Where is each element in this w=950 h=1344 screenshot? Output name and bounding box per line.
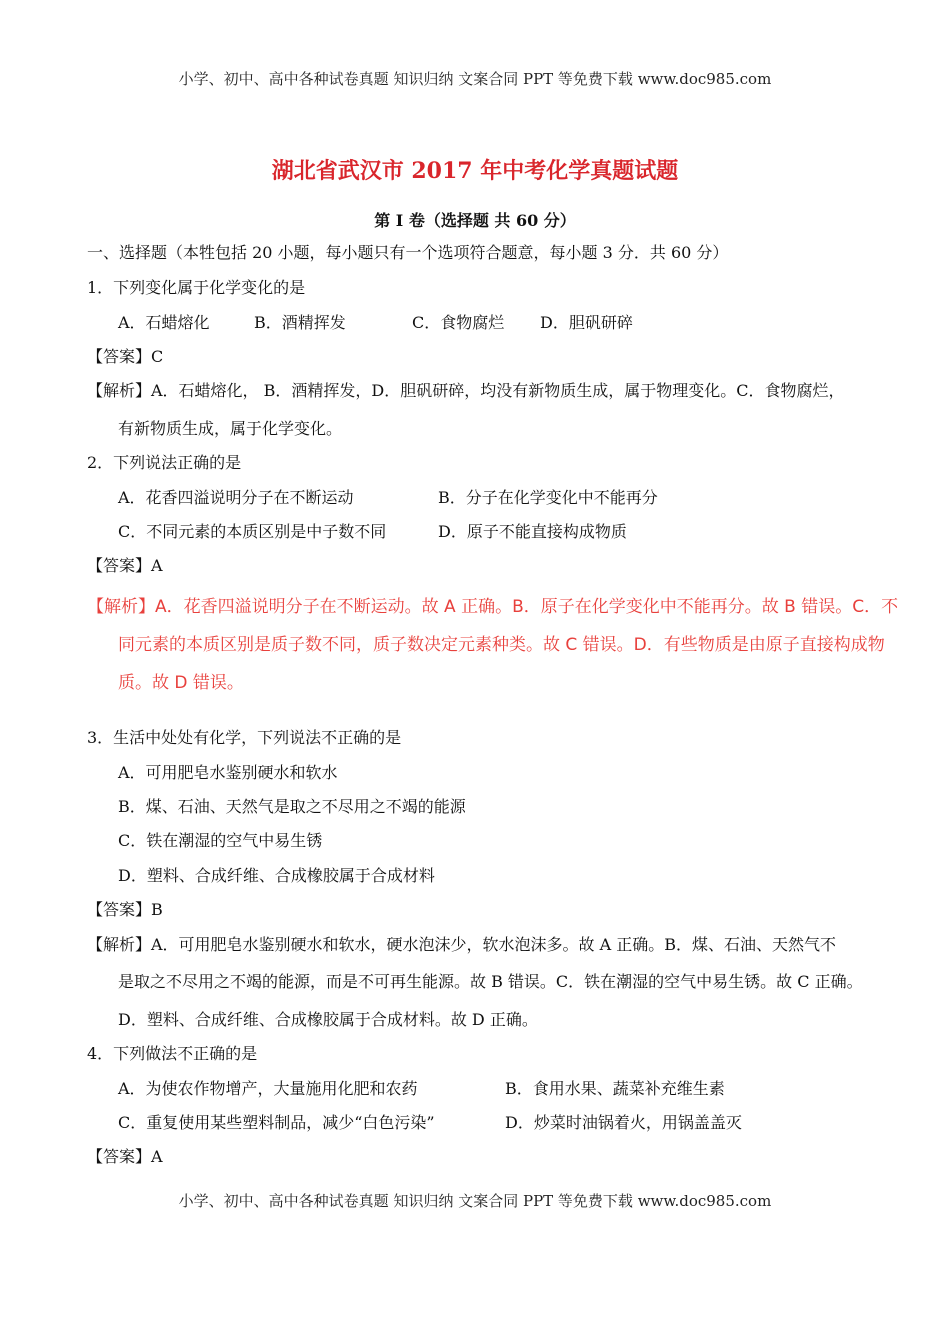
q4-option-b: B．食用水果、蔬菜补充维生素: [505, 1079, 725, 1098]
q1-answer: 【答案】C: [87, 347, 164, 366]
q4-option-d: D．炒菜时油锅着火，用锅盖盖灭: [505, 1113, 742, 1132]
q1-option-a: A．石蜡熔化: [118, 313, 210, 332]
q1-option-b: B．酒精挥发: [254, 313, 346, 332]
q1-stem: 1．下列变化属于化学变化的是: [87, 278, 306, 297]
q3-option-c: C．铁在潮湿的空气中易生锈: [118, 831, 323, 850]
q2-option-c: C．不同元素的本质区别是中子数不同: [118, 522, 387, 541]
q3-answer: 【答案】B: [87, 900, 163, 919]
q4-stem: 4．下列做法不正确的是: [87, 1044, 258, 1063]
q3-analysis-line-3: D．塑料、合成纤维、合成橡胶属于合成材料。故 D 正确。: [118, 1010, 538, 1029]
document-title: 湖北省武汉市 2017 年中考化学真题试题: [271, 158, 679, 184]
q2-answer: 【答案】A: [87, 556, 163, 575]
q2-analysis-line-1: 【解析】A．花香四溢说明分子在不断运动。故 A 正确。B．原子在化学变化中不能再分。故 B 错误。C．不: [87, 597, 899, 617]
q2-stem: 2．下列说法正确的是: [87, 453, 242, 472]
q4-answer: 【答案】A: [87, 1147, 163, 1166]
q3-option-a: A．可用肥皂水鉴别硬水和软水: [118, 763, 338, 782]
q2-option-d: D．原子不能直接构成物质: [438, 522, 627, 541]
q3-analysis-line-1: 【解析】A．可用肥皂水鉴别硬水和软水，硬水泡沫少，软水泡沫多。故 A 正确。B．煤、石油、天然气不: [87, 935, 837, 954]
section-subtitle: 第 I 卷（选择题 共 60 分）: [374, 211, 576, 230]
q2-analysis-line-3: 质。故 D 错误。: [118, 673, 244, 693]
q4-option-a: A．为使农作物增产，大量施用化肥和农药: [118, 1079, 418, 1098]
q1-analysis-line-1: 【解析】A．石蜡熔化， B．酒精挥发，D．胆矾研碎，均没有新物质生成，属于物理变化。C．食物腐烂，: [87, 381, 845, 400]
q2-option-a: A．花香四溢说明分子在不断运动: [118, 488, 354, 507]
q3-option-b: B．煤、石油、天然气是取之不尽用之不竭的能源: [118, 797, 466, 816]
q1-option-d: D．胆矾研碎: [540, 313, 633, 332]
q1-analysis-line-2: 有新物质生成，属于化学变化。: [118, 419, 343, 438]
q3-analysis-line-2: 是取之不尽用之不竭的能源，而是不可再生能源。故 B 错误。C．铁在潮湿的空气中易生锈。故 C 正确。: [118, 972, 863, 991]
q3-stem: 3．生活中处处有化学，下列说法不正确的是: [87, 728, 402, 747]
section-instructions: 一、选择题（本牲包括 20 小题，每小题只有一个选项符合题意，每小题 3 分．共 60 分）: [87, 243, 729, 262]
q2-option-b: B．分子在化学变化中不能再分: [438, 488, 658, 507]
q1-option-c: C．食物腐烂: [412, 313, 505, 332]
q2-analysis-line-2: 同元素的本质区别是质子数不同，质子数决定元素种类。故 C 错误。D．有些物质是由原子直接构成物: [118, 635, 885, 655]
page-header: 小学、初中、高中各种试卷真题 知识归纳 文案合同 PPT 等免费下载 www.doc985.com: [178, 70, 772, 88]
q4-option-c: C．重复使用某些塑料制品，减少“白色污染”: [118, 1113, 435, 1132]
q3-option-d: D．塑料、合成纤维、合成橡胶属于合成材料: [118, 866, 435, 885]
page-footer: 小学、初中、高中各种试卷真题 知识归纳 文案合同 PPT 等免费下载 www.doc985.com: [178, 1192, 772, 1210]
